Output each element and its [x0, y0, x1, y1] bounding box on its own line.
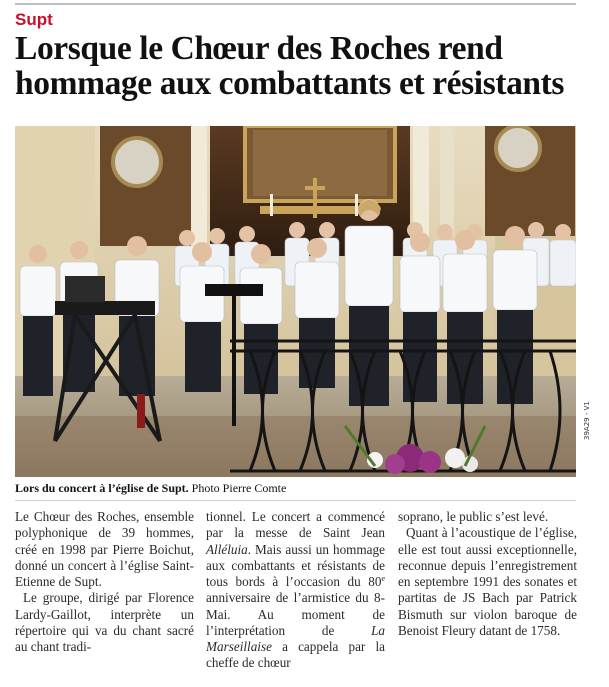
paragraph: Quant à l’acoustique de l’église, elle est tout aussi exceptionnelle, reconnue depuis l’enregistrement en septembre 1991 des sonates et partitas de JS Bach par Patrick Bismuth sur violon baroque de Benoist Fleury datant de 1758. [398, 525, 577, 638]
paragraph [206, 509, 385, 672]
article-column-3 [398, 509, 577, 639]
text-run: anniversaire de l’armistice du 8-Mai. Au moment de l’interprétation de [206, 590, 385, 638]
choir-photo-illustration [15, 126, 576, 477]
anthem-title: La Marseillaise [206, 622, 385, 654]
paragraph: soprano, le public s’est levé. [398, 509, 549, 524]
text-run: a cappela par la cheffe de chœur [206, 639, 385, 671]
article-column-2 [206, 509, 385, 672]
caption-text: Lors du concert à l’église de Supt. [15, 481, 189, 495]
text-run: . Mais aussi un hommage aux combattants et résistants de tous bords à l’occasion du 80 [206, 541, 385, 589]
top-rule [15, 3, 576, 5]
headline: Lorsque le Chœur des Roches rend hommage aux combattants et résistants [15, 30, 565, 102]
article-photo [15, 126, 576, 477]
photo-credit: Photo Pierre Comte [191, 481, 287, 495]
paragraph: Le Chœur des Roches, ensemble polyphonique de 39 hommes, créé en 1998 par Pierre Boichut, donné un concert à l’église Saint-Etienne de Supt. [15, 509, 194, 589]
photo-caption [15, 481, 286, 496]
paragraph: Le groupe, dirigé par Florence Lardy-Gaillot, interprète un répertoire qui va du chant sacré au chant tradi- [15, 590, 194, 654]
text-run: tionnel. Le concert a commencé par la messe de Saint Jean [206, 509, 385, 541]
song-title: Alléluia [206, 541, 248, 557]
caption-rule [15, 500, 576, 501]
page-code: 39A29 - V1 [583, 401, 591, 440]
article-column-1 [15, 509, 194, 655]
ordinal-suffix: e [381, 574, 385, 583]
section-kicker: Supt [15, 10, 53, 29]
